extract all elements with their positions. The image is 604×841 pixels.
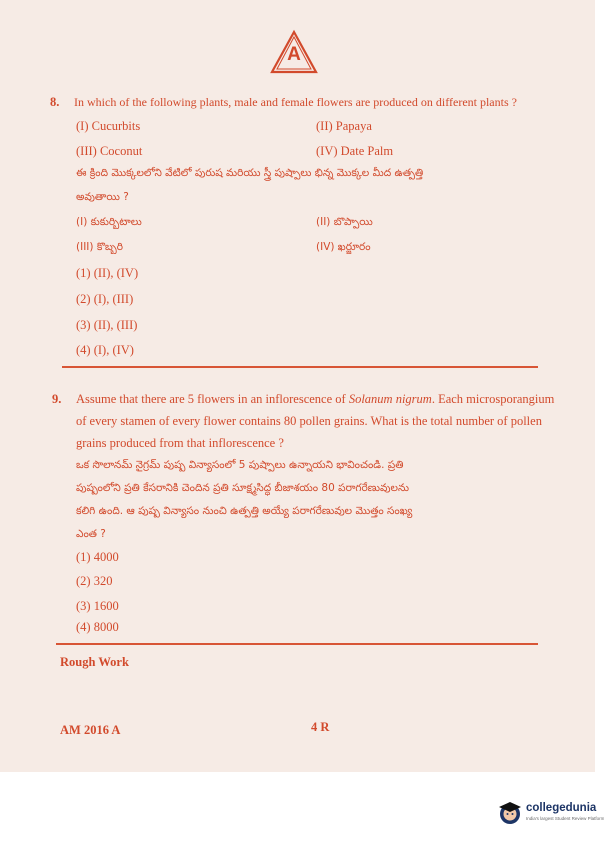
- booklet-code: AM 2016 A: [60, 723, 121, 737]
- q8-option-en-3: (III) Coconut: [76, 144, 143, 158]
- question-9-line-2: of every stamen of every flower contains 80 pollen grains. What is the total number of pollen: [76, 414, 542, 428]
- question-divider: [62, 366, 538, 368]
- q8-option-te-4: (IV) ఖర్జూరం: [316, 241, 371, 253]
- question-9-telugu-3: కలిగి ఉంది. ఆ పుష్ప విన్యాసం నుంచి ఉత్పత్తి అయ్యే పరాగరేణువుల మొత్తం సంఖ్య: [76, 505, 413, 517]
- q9-answer-3: (3) 1600: [76, 599, 119, 613]
- q8-answer-4: (4) (I), (IV): [76, 343, 134, 357]
- question-8-text: In which of the following plants, male and female flowers are produced on different plants ?: [74, 95, 517, 109]
- q8-answer-3: (3) (II), (III): [76, 318, 138, 332]
- question-9-telugu-1: ఒక సొలానమ్ నైగ్రమ్ పుష్ప విన్యాసంలో 5 పుష్పాలు ఉన్నాయని భావించండి. ప్రతి: [76, 459, 404, 471]
- set-badge: [270, 30, 318, 74]
- question-9-telugu-4: ఎంత ?: [76, 528, 106, 540]
- collegedunia-watermark: [496, 799, 604, 829]
- q8-option-te-1: (I) కుకుర్బిటాలు: [76, 216, 142, 228]
- brand-name: collegedunia: [526, 802, 597, 814]
- question-9-telugu-2: పుష్పంలోని ప్రతి కేసరానికి చెందిన ప్రతి సూక్ష్మసిద్ధ బీజాశయం 80 పరాగరేణువులను: [76, 482, 409, 494]
- graduate-logo-icon: [496, 799, 524, 827]
- question-8-text-telugu-1: ఈ క్రింది మొక్కలలోని వేటిలో పురుష మరియు స్త్రీ పుష్పాలు భిన్న మొక్కల మీద ఉత్పత్తి: [76, 167, 424, 179]
- q9-line1-start: Assume that there are 5 flowers in an inflorescence of: [76, 392, 349, 406]
- rough-work-label: Rough Work: [60, 655, 129, 669]
- q8-option-en-4: (IV) Date Palm: [316, 144, 394, 158]
- species-name: Solanum nigrum: [348, 392, 432, 406]
- q8-option-te-2: (II) బొప్పాయి: [316, 216, 373, 228]
- q8-option-en-2: (II) Papaya: [316, 119, 372, 133]
- q9-answer-1: (1) 4000: [76, 550, 119, 564]
- set-letter: A: [287, 44, 301, 65]
- brand-tagline: India's largest Student Review Platform: [526, 816, 604, 821]
- q8-option-te-3: (III) కొబ్బరి: [76, 241, 123, 253]
- q8-option-en-1: (I) Cucurbits: [76, 119, 141, 133]
- question-8-text-telugu-2: అవుతాయి ?: [76, 191, 129, 203]
- q9-answer-2: (2) 320: [76, 574, 113, 588]
- page-number: 4 R: [311, 720, 330, 734]
- q9-answer-4: (4) 8000: [76, 620, 119, 634]
- question-9-line-3: grains produced from that inflorescence ?: [76, 436, 284, 450]
- question-9-line-1: [76, 391, 554, 407]
- q8-answer-2: (2) (I), (III): [76, 292, 134, 306]
- q8-answer-1: (1) (II), (IV): [76, 266, 139, 280]
- question-9-number: 9.: [52, 392, 62, 406]
- rough-work-divider: [56, 643, 538, 645]
- q9-line1-end: . Each microsporangium: [431, 392, 555, 406]
- question-8-number: 8.: [50, 95, 60, 109]
